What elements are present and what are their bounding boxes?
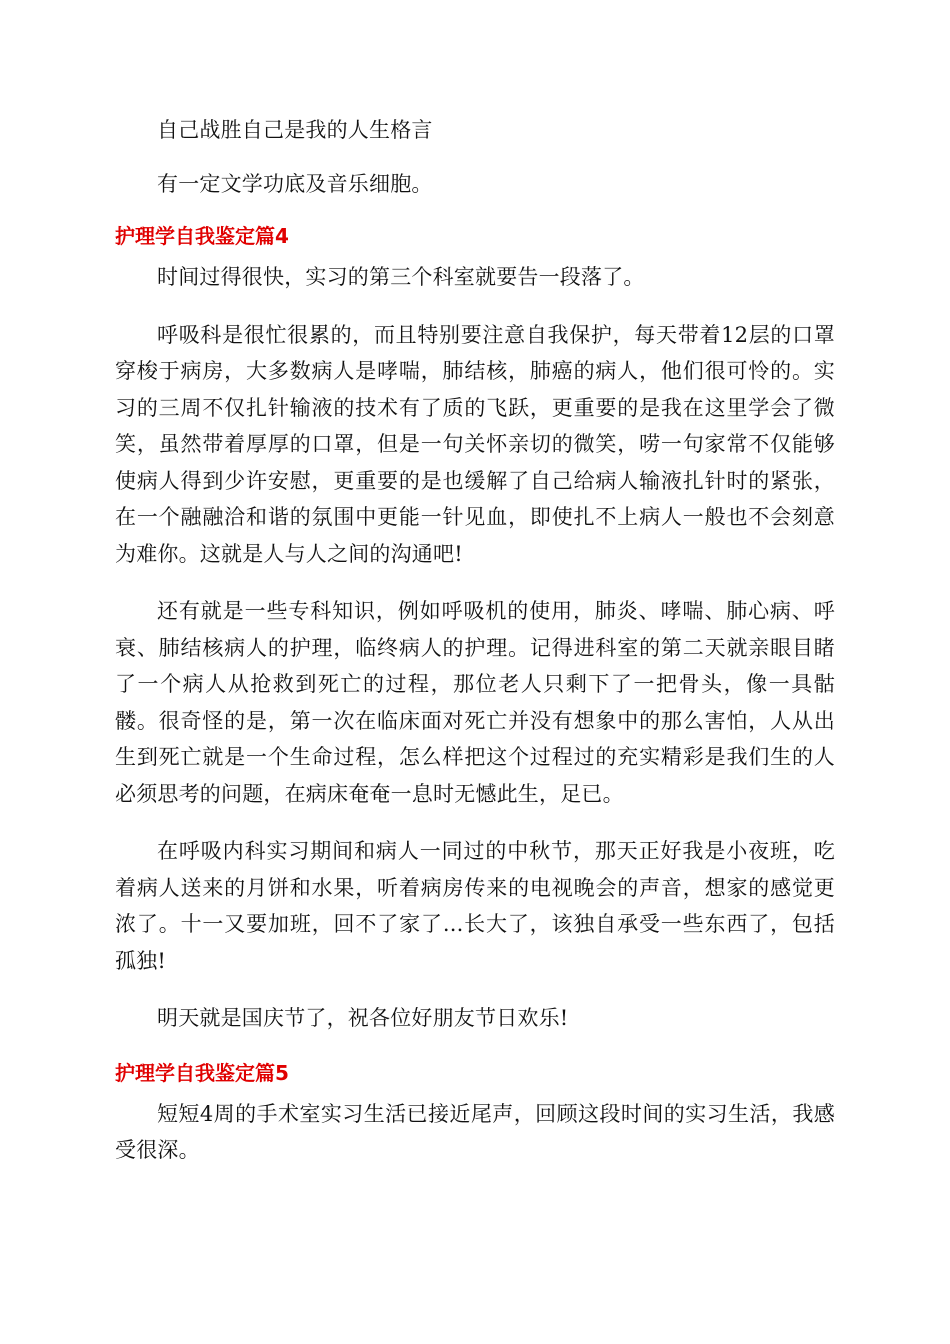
section-4-paragraph: 时间过得很快，实习的第三个科室就要告一段落了。	[157, 265, 645, 289]
section-heading-5: 护理学自我鉴定篇5	[115, 1060, 289, 1085]
section-heading-4: 护理学自我鉴定篇4	[115, 224, 289, 248]
section-4-paragraph: 还有就是一些专科知识，例如呼吸机的使用，肺炎、哮喘、肺心病、呼衰、肺结核病人的护理，临终病人的护理。记得进科室的第二天就亲眼目睹了一个病人从抢救到死亡的过程，那位老人只剩下了一把骨头，像一具骷髅。很奇怪的是，第一次在临床面对死亡并没有想象中的那么害怕，人从出生到死亡就是一个生命过程，怎么样把这个过程过的充实精彩是我们生的人必须思考的问题，在病床奄奄一息时无憾此生，足已。	[115, 599, 835, 806]
document-body	[115, 112, 835, 1169]
section-4-paragraph: 在呼吸内科实习期间和病人一同过的中秋节，那天正好我是小夜班，吃着病人送来的月饼和水果，听着病房传来的电视晚会的声音，想家的感觉更浓了。十一又要加班，回不了家了...长大了，该独自承受一些东西了，包括孤独!	[115, 839, 835, 973]
section-5-paragraph: 短短4周的手术室实习生活已接近尾声，回顾这段时间的实习生活，我感受很深。	[115, 1101, 835, 1162]
intro-line-skills: 有一定文学功底及音乐细胞。	[157, 171, 433, 196]
section-4-paragraph: 呼吸科是很忙很累的，而且特别要注意自我保护，每天带着12层的口罩穿梭于病房，大多数病人是哮喘，肺结核，肺癌的病人，他们很可怜的。实习的三周不仅扎针输液的技术有了质的飞跃，更重要的是我在这里学会了微笑，虽然带着厚厚的口罩，但是一句关怀亲切的微笑，唠一句家常不仅能够使病人得到少许安慰，更重要的是也缓解了自己给病人输液扎针时的紧张，在一个融融洽和谐的氛围中更能一针见血，即使扎不上病人一般也不会刻意为难你。这就是人与人之间的沟通吧!	[115, 322, 835, 566]
section-4-paragraph: 明天就是国庆节了，祝各位好朋友节日欢乐!	[157, 1006, 569, 1030]
intro-line-motto: 自己战胜自己是我的人生格言	[157, 118, 433, 142]
